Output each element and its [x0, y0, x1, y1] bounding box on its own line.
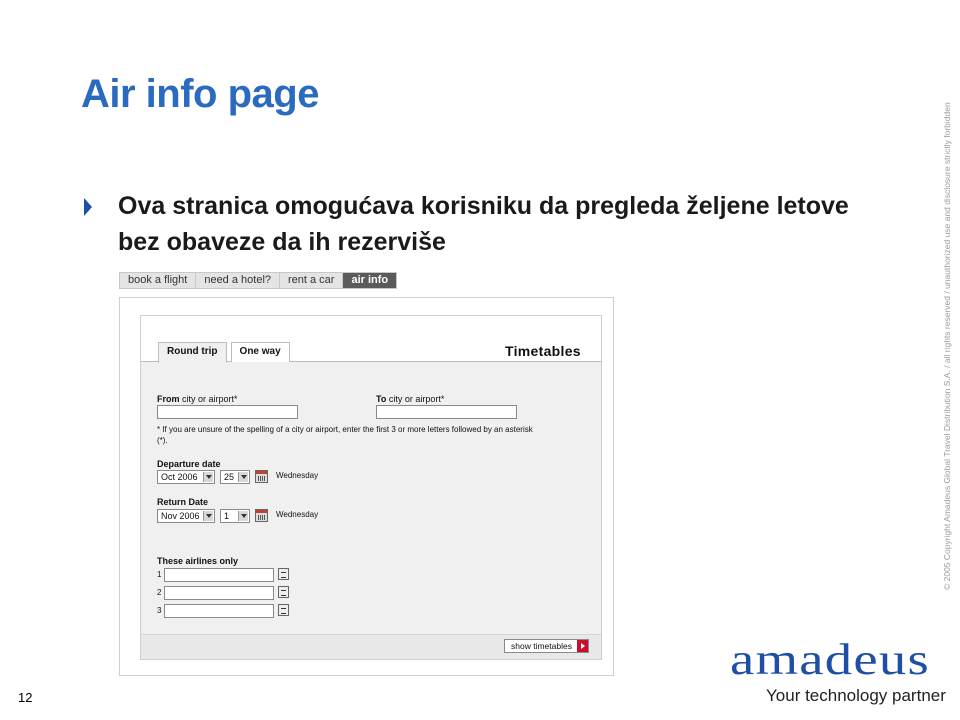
lookup-icon[interactable] — [278, 604, 289, 616]
chevron-down-icon — [238, 511, 248, 521]
arrow-right-icon — [577, 640, 588, 652]
amadeus-logo — [730, 640, 932, 680]
return-date-label: Return Date — [157, 497, 209, 507]
tab-one-way[interactable]: One way — [231, 342, 290, 362]
lookup-icon[interactable] — [278, 586, 289, 598]
airlines-label: These airlines only — [157, 556, 239, 566]
airline-row-number: 1 — [157, 570, 162, 579]
departure-date-label: Departure date — [157, 459, 221, 469]
chevron-down-icon — [203, 511, 213, 521]
svg-text:amadeus: amadeus — [730, 640, 930, 680]
chevron-down-icon — [203, 472, 213, 482]
calendar-icon[interactable] — [255, 470, 268, 483]
airline-input-3[interactable] — [164, 604, 274, 618]
from-input[interactable] — [157, 405, 298, 419]
page-title: Air info page — [81, 72, 319, 116]
spelling-hint-end: (*). — [157, 436, 168, 445]
to-label: To city or airport* — [376, 394, 445, 404]
site-tab-bar — [119, 272, 397, 289]
bullet-arrow-icon — [84, 198, 92, 216]
chevron-down-icon — [238, 472, 248, 482]
departure-day-select[interactable]: 25 — [220, 470, 250, 484]
lookup-icon[interactable] — [278, 568, 289, 580]
tagline: Your technology partner — [766, 686, 946, 705]
tab-need-a-hotel[interactable]: need a hotel? — [196, 273, 280, 288]
departure-weekday: Wednesday — [276, 471, 319, 480]
return-day-select[interactable]: 1 — [220, 509, 250, 523]
airline-input-1[interactable] — [164, 568, 274, 582]
trip-type-tabs — [158, 342, 294, 363]
timetables-heading: Timetables — [505, 343, 581, 359]
to-input[interactable] — [376, 405, 517, 419]
spelling-hint: * If you are unsure of the spelling of a city or airport, enter the first 3 or more letters followed by an asterisk — [157, 425, 533, 434]
from-label: From city or airport* — [157, 394, 238, 404]
airline-input-2[interactable] — [164, 586, 274, 600]
return-weekday: Wednesday — [276, 510, 319, 519]
page-number: 12 — [18, 690, 33, 705]
calendar-icon[interactable] — [255, 509, 268, 522]
bullet-text: Ova stranica omogućava korisniku da pregleda željene letove bez obaveze da ih rezerviše — [118, 192, 849, 256]
airline-row-number: 2 — [157, 588, 162, 597]
show-timetables-button[interactable]: show timetables — [504, 639, 589, 653]
tab-book-a-flight[interactable]: book a flight — [120, 273, 196, 288]
tab-rent-a-car[interactable]: rent a car — [280, 273, 343, 288]
tab-air-info[interactable]: air info — [343, 273, 396, 288]
departure-month-select[interactable]: Oct 2006 — [157, 470, 215, 484]
copyright-notice: © 2005 Copyright Amadeus Global Travel Distribution S.A. / all rights reserved / unauthorized use and disclosure strictly forbidden — [942, 102, 952, 590]
return-month-select[interactable]: Nov 2006 — [157, 509, 215, 523]
tab-round-trip[interactable]: Round trip — [158, 342, 227, 363]
airline-row-number: 3 — [157, 606, 162, 615]
